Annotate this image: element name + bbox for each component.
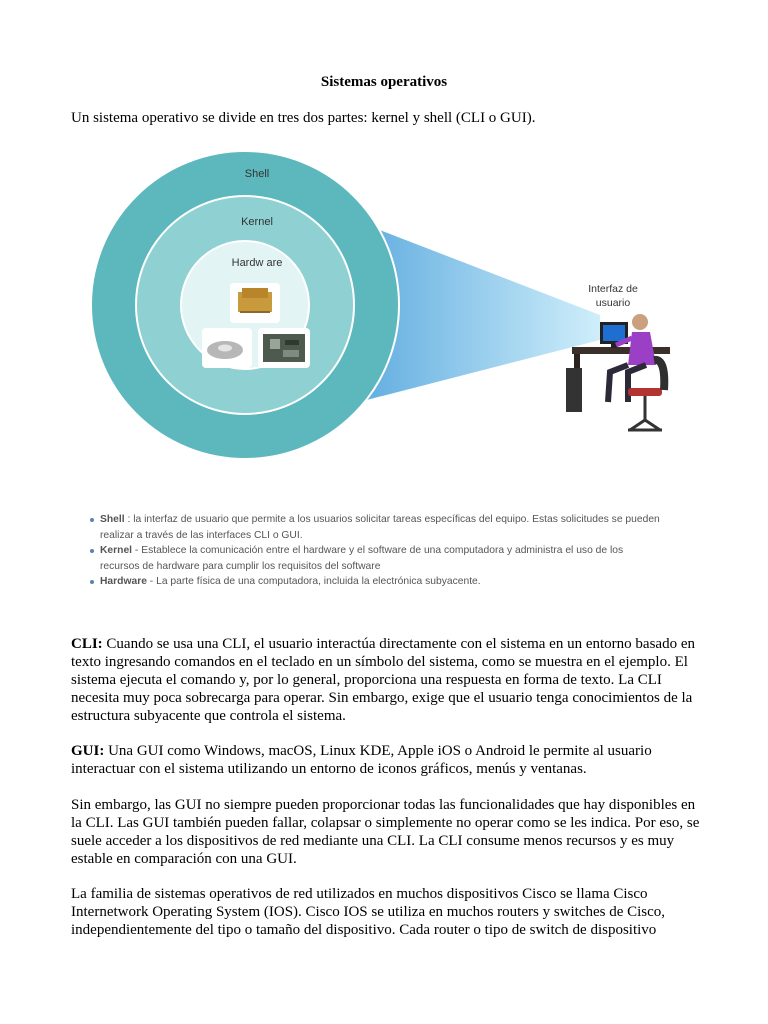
cli-text: Cuando se usa una CLI, el usuario interactúa directamente con el sistema en un entorno basado en texto ingresando comandos en el teclado en un símbolo del sistema, como se muestra en el ejemplo. El sistema ejecuta el comando y, por lo general, proporciona una respuesta en forma de texto. La CLI necesita muy poca sobrecarga para operar. Sin embargo, exige que el usuario tenga conocimientos de la estructura subyacente que controla el sistema. — [71, 636, 695, 724]
cli-paragraph — [71, 635, 701, 725]
kernel-label: Kernel — [241, 216, 273, 228]
gui-paragraph — [71, 742, 701, 778]
page-title: Sistemas operativos — [320, 74, 448, 90]
motherboard-image — [258, 328, 310, 368]
legend-text: - Establece la comunicación entre el hardware y el software de una computadora y administra el uso de los — [132, 545, 624, 556]
legend-text-cont: recursos de hardware para cumplir los requisitos del software — [100, 560, 381, 572]
legend-text: - La parte física de una computadora, incluida la electrónica subyacente. — [146, 576, 481, 587]
cpu-image — [230, 283, 280, 323]
disk-drive-image — [202, 328, 252, 368]
legend-item-hardware — [88, 574, 728, 590]
gui-limitations-paragraph: Sin embargo, las GUI no siempre pueden proporcionar todas las funcionalidades que hay disponibles en la CLI. Las GUI también pueden fallar, colapsar o simplemente no operar como se les indica. Por eso, se suele acceder a los dispositivos de red mediante una CLI. La CLI consume menos recursos y es muy estable en comparación con una GUI. — [71, 797, 700, 867]
hardware-label: Hardw are — [231, 257, 283, 269]
legend-term: Shell — [100, 514, 125, 525]
legend-term: Kernel — [100, 545, 133, 556]
cli-label: CLI: — [71, 636, 103, 652]
interface-label-line2: usuario — [595, 297, 631, 309]
os-layers-diagram — [80, 140, 720, 470]
legend-text: : la interfaz de usuario que permite a los usuarios solicitar tareas específicas del equipo. Estas solicitudes se pueden — [124, 514, 660, 525]
intro-paragraph: Un sistema operativo se divide en tres dos partes: kernel y shell (CLI o GUI). — [71, 110, 536, 126]
legend-item-shell — [88, 512, 728, 543]
legend-term: Hardware — [100, 576, 147, 587]
shell-label: Shell — [244, 168, 270, 180]
gui-text: Una GUI como Windows, macOS, Linux KDE, Apple iOS o Android le permite al usuario interactuar con el sistema utilizando un entorno de iconos gráficos, menús y ventanas. — [71, 743, 652, 777]
layer-legend — [88, 512, 728, 590]
interface-label-line1: Interfaz de — [588, 283, 638, 295]
legend-text-cont: realizar a través de las interfaces CLI o GUI. — [100, 529, 303, 541]
cisco-ios-paragraph: La familia de sistemas operativos de red utilizados en muchos dispositivos Cisco se llama Cisco Internetwork Operating System (IOS). Cisco IOS se utiliza en muchos routers y switches de Cisco, independientemente del tipo o tamaño del dispositivo. Cada router o tipo de switch de dispositivo — [71, 886, 666, 938]
legend-item-kernel — [88, 543, 728, 574]
gui-label: GUI: — [71, 743, 105, 759]
